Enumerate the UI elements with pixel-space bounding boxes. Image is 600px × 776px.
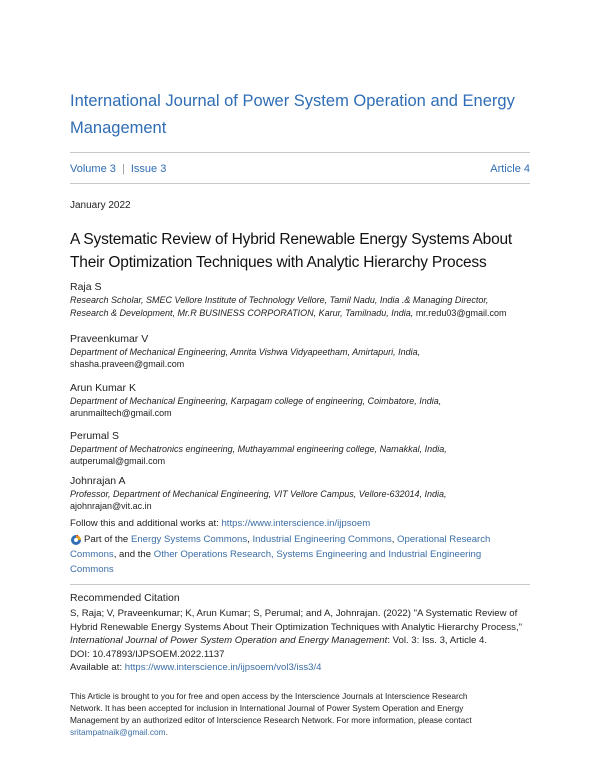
author-name: Johnrajan A <box>70 475 126 487</box>
issue-info <box>70 163 166 175</box>
article-number[interactable]: Article 4 <box>490 163 530 175</box>
operational-research-commons-link[interactable]: Operational Research <box>397 534 491 545</box>
author-affiliation: Research Scholar, SMEC Vellore Institute of Technology Vellore, Tamil Nadu, India .& Managing Director, Research & Development, Mr.R BUSINESS CORPORATION, Karur, Tamilnadu, India, mr.redu03@gmail.com <box>70 295 507 318</box>
author-affiliation: Department of Mechanical Engineering, Amrita Vishwa Vidyapeetham, Amirtapuri, India, <box>70 347 421 357</box>
part-of-line: Part of the Energy Systems Commons, Industrial Engineering Commons, Operational Research <box>84 534 491 545</box>
follow-link[interactable]: https://www.interscience.in/ijpsoem <box>221 518 371 529</box>
author-email: arunmailtech@gmail.com <box>70 408 172 418</box>
footer-notice: This Article is brought to you for free and open access by the Interscience Journals at Interscience Research Network. It has been accepted for inclusion in International Journal of Power System Operation and Energy Management by an authorized editor of Interscience Research Network. For more information, please contact sritampatnaik@gmail.com. <box>70 691 472 737</box>
author-name: Praveenkumar V <box>70 333 149 345</box>
author-name: Arun Kumar K <box>70 382 136 394</box>
citation: S, Raja; V, Praveenkumar; K, Arun Kumar; S, Perumal; and A, Johnrajan. (2022) "A Systematic Review of Hybrid Renewable Energy Systems About Their Optimization Techniques with Analytic Hierarchy Process," International Journal of Power System Operation and Energy Management: Vol. 3: Iss. 3, Article 4. DOI: 10.47893/IJPSOEM.2022.1137 Available at: https://www.interscience.in/ijpsoem/vol3/iss3/4 <box>70 608 523 673</box>
journal-title[interactable] <box>70 88 515 142</box>
author-email: mr.redu03@gmail.com <box>415 308 507 318</box>
journal-title-line2[interactable]: Management <box>70 119 167 137</box>
energy-systems-commons-link[interactable]: Energy Systems Commons <box>130 534 248 545</box>
industrial-engineering-commons-link[interactable]: Industrial Engineering Commons <box>252 534 392 545</box>
volume-link[interactable]: Volume 3 <box>70 163 116 175</box>
separator: | <box>121 163 125 175</box>
author-affiliation: Professor, Department of Mechanical Engineering, VIT Vellore Campus, Vellore-632014, India, <box>70 489 447 499</box>
part-of-line-2: Commons, and the Other Operations Research, Systems Engineering and Industrial Engineering <box>70 549 482 560</box>
network-logo-icon <box>70 534 82 546</box>
divider <box>70 152 530 153</box>
author-affiliation: Department of Mechatronics engineering, Muthayammal engineering college, Namakkal, India, <box>70 444 447 454</box>
other-operations-research-link[interactable]: Other Operations Research, Systems Engineering and Industrial Engineering <box>153 549 482 560</box>
journal-title-line1[interactable]: International Journal of Power System Operation and Energy <box>70 92 515 110</box>
author-name: Raja S <box>70 281 102 293</box>
divider <box>70 584 530 585</box>
contact-email-link[interactable]: sritampatnaik@gmail.com <box>70 727 166 737</box>
author-email: autperumal@gmail.com <box>70 456 166 466</box>
article-url-link[interactable]: https://www.interscience.in/ijpsoem/vol3/iss3/4 <box>124 662 322 673</box>
issue-link[interactable]: Issue 3 <box>130 163 167 175</box>
divider <box>70 183 530 184</box>
follow-line: Follow this and additional works at: https://www.interscience.in/ijpsoem <box>70 518 371 529</box>
other-operations-research-link[interactable]: Commons <box>70 564 114 575</box>
author-email: shasha.praveen@gmail.com <box>70 359 185 369</box>
operational-research-commons-link[interactable]: Commons <box>70 549 114 560</box>
doi: DOI: 10.47893/IJPSOEM.2022.1137 <box>70 648 225 660</box>
article-title: A Systematic Review of Hybrid Renewable Energy Systems About Their Optimization Techniques with Analytic Hierarchy Process <box>70 231 513 271</box>
citation-heading: Recommended Citation <box>70 592 180 604</box>
publication-date: January 2022 <box>70 200 131 211</box>
author-affiliation: Department of Mechanical Engineering, Karpagam college of engineering, Coimbatore, India, <box>70 396 442 406</box>
author-name: Perumal S <box>70 430 120 442</box>
author-email: ajohnrajan@vit.ac.in <box>70 501 152 511</box>
